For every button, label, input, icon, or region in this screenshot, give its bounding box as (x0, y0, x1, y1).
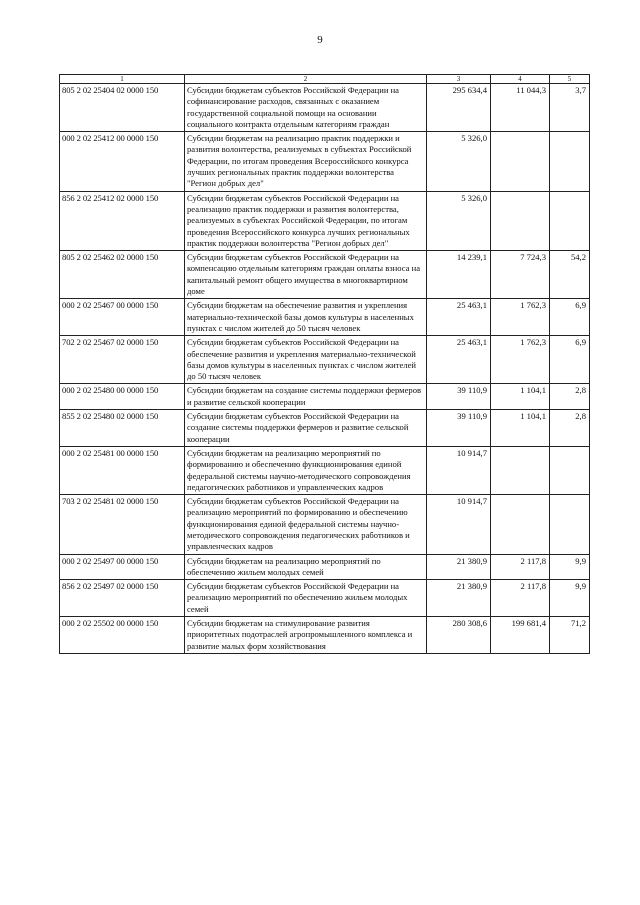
value-col3-cell: 21 380,9 (427, 580, 491, 617)
table-row (60, 495, 590, 554)
value-col4-cell (491, 132, 550, 191)
budget-table (59, 74, 590, 654)
budget-code-cell: 703 2 02 25481 02 0000 150 (60, 495, 185, 554)
budget-code-cell: 805 2 02 25462 02 0000 150 (60, 251, 185, 299)
value-col3-cell: 14 239,1 (427, 251, 491, 299)
value-col3-cell: 10 914,7 (427, 495, 491, 554)
percent-cell: 6,9 (550, 336, 590, 384)
value-col3-cell: 295 634,4 (427, 84, 491, 132)
table-header-row (60, 75, 590, 84)
value-col4-cell (491, 495, 550, 554)
description-cell: Субсидии бюджетам субъектов Российской Федерации на софинансирование расходов, связанных с оказанием государственной социальной помощи на основании социального контракта отдельным категориям граждан (185, 84, 427, 132)
table-row (60, 191, 590, 250)
percent-cell (550, 191, 590, 250)
description-cell: Субсидии бюджетам субъектов Российской Федерации на обеспечение развития и укрепления материально-технической базы домов культуры в населенных пунктах с числом жителей до 50 тысяч человек (185, 336, 427, 384)
table-row (60, 84, 590, 132)
description-cell: Субсидии бюджетам субъектов Российской Федерации на реализацию мероприятий по обеспечению жильем молодых семей (185, 580, 427, 617)
budget-code-cell: 000 2 02 25497 00 0000 150 (60, 554, 185, 580)
budget-code-cell: 000 2 02 25481 00 0000 150 (60, 446, 185, 494)
percent-cell (550, 132, 590, 191)
description-cell: Субсидии бюджетам на обеспечение развития и укрепления материально-технической базы домов культуры в населенных пунктах с числом жителей до 50 тысяч человек (185, 299, 427, 336)
value-col4-cell: 1 104,1 (491, 410, 550, 447)
description-cell: Субсидии бюджетам на создание системы поддержки фермеров и развитие сельской кооперации (185, 384, 427, 410)
header-col-5: 5 (550, 75, 590, 84)
description-cell: Субсидии бюджетам на стимулирование развития приоритетных подотраслей агропромышленного комплекса и развитие малых форм хозяйствования (185, 617, 427, 654)
table-row (60, 410, 590, 447)
description-cell: Субсидии бюджетам на реализацию мероприятий по обеспечению жильем молодых семей (185, 554, 427, 580)
value-col3-cell: 25 463,1 (427, 299, 491, 336)
header-col-2: 2 (185, 75, 427, 84)
percent-cell: 9,9 (550, 580, 590, 617)
value-col4-cell (491, 446, 550, 494)
value-col4-cell: 2 117,8 (491, 554, 550, 580)
percent-cell: 54,2 (550, 251, 590, 299)
table-row (60, 554, 590, 580)
table-row (60, 384, 590, 410)
value-col3-cell: 280 308,6 (427, 617, 491, 654)
table-row (60, 580, 590, 617)
percent-cell: 2,8 (550, 384, 590, 410)
budget-code-cell: 805 2 02 25404 02 0000 150 (60, 84, 185, 132)
table-row (60, 132, 590, 191)
description-cell: Субсидии бюджетам на реализацию мероприятий по формированию и обеспечению функционирования единой федеральной системы научно-методического сопровождения педагогических работников и управленческих кадров (185, 446, 427, 494)
header-col-3: 3 (427, 75, 491, 84)
value-col3-cell: 10 914,7 (427, 446, 491, 494)
percent-cell: 9,9 (550, 554, 590, 580)
value-col4-cell: 2 117,8 (491, 580, 550, 617)
percent-cell: 71,2 (550, 617, 590, 654)
description-cell: Субсидии бюджетам субъектов Российской Федерации на компенсацию отдельным категориям граждан оплаты взноса на капитальный ремонт общего имущества в многоквартирном доме (185, 251, 427, 299)
percent-cell: 2,8 (550, 410, 590, 447)
value-col4-cell: 199 681,4 (491, 617, 550, 654)
value-col3-cell: 5 326,0 (427, 132, 491, 191)
description-cell: Субсидии бюджетам субъектов Российской Федерации на реализацию практик поддержки и развития волонтерства, реализуемых в субъектах Российской Федерации, по итогам проведения Всероссийского конкурса лучших региональных практик поддержки волонтерства "Регион добрых дел" (185, 191, 427, 250)
page-number: 9 (317, 34, 323, 46)
budget-code-cell: 856 2 02 25412 02 0000 150 (60, 191, 185, 250)
value-col3-cell: 39 110,9 (427, 384, 491, 410)
header-col-4: 4 (491, 75, 550, 84)
value-col3-cell: 21 380,9 (427, 554, 491, 580)
percent-cell: 6,9 (550, 299, 590, 336)
budget-table-container (59, 74, 589, 654)
percent-cell (550, 446, 590, 494)
value-col3-cell: 5 326,0 (427, 191, 491, 250)
percent-cell (550, 495, 590, 554)
budget-code-cell: 000 2 02 25480 00 0000 150 (60, 384, 185, 410)
table-body (60, 84, 590, 654)
table-row (60, 251, 590, 299)
value-col3-cell: 39 110,9 (427, 410, 491, 447)
description-cell: Субсидии бюджетам субъектов Российской Федерации на реализацию мероприятий по формированию и обеспечению функционирования единой федеральной системы научно-методического сопровождения педагогических работников и управленческих кадров (185, 495, 427, 554)
budget-code-cell: 702 2 02 25467 02 0000 150 (60, 336, 185, 384)
value-col4-cell (491, 191, 550, 250)
value-col4-cell: 7 724,3 (491, 251, 550, 299)
budget-code-cell: 855 2 02 25480 02 0000 150 (60, 410, 185, 447)
budget-code-cell: 000 2 02 25467 00 0000 150 (60, 299, 185, 336)
table-row (60, 446, 590, 494)
value-col4-cell: 1 104,1 (491, 384, 550, 410)
budget-code-cell: 000 2 02 25502 00 0000 150 (60, 617, 185, 654)
table-row (60, 617, 590, 654)
value-col3-cell: 25 463,1 (427, 336, 491, 384)
description-cell: Субсидии бюджетам на реализацию практик поддержки и развития волонтерства, реализуемых в субъектах Российской Федерации, по итогам проведения Всероссийского конкурса лучших региональных практик поддержки волонтерства "Регион добрых дел" (185, 132, 427, 191)
value-col4-cell: 1 762,3 (491, 336, 550, 384)
description-cell: Субсидии бюджетам субъектов Российской Федерации на создание системы поддержки фермеров и развитие сельской кооперации (185, 410, 427, 447)
percent-cell: 3,7 (550, 84, 590, 132)
table-row (60, 336, 590, 384)
budget-code-cell: 856 2 02 25497 02 0000 150 (60, 580, 185, 617)
value-col4-cell: 11 044,3 (491, 84, 550, 132)
header-col-1: 1 (60, 75, 185, 84)
table-row (60, 299, 590, 336)
value-col4-cell: 1 762,3 (491, 299, 550, 336)
budget-code-cell: 000 2 02 25412 00 0000 150 (60, 132, 185, 191)
